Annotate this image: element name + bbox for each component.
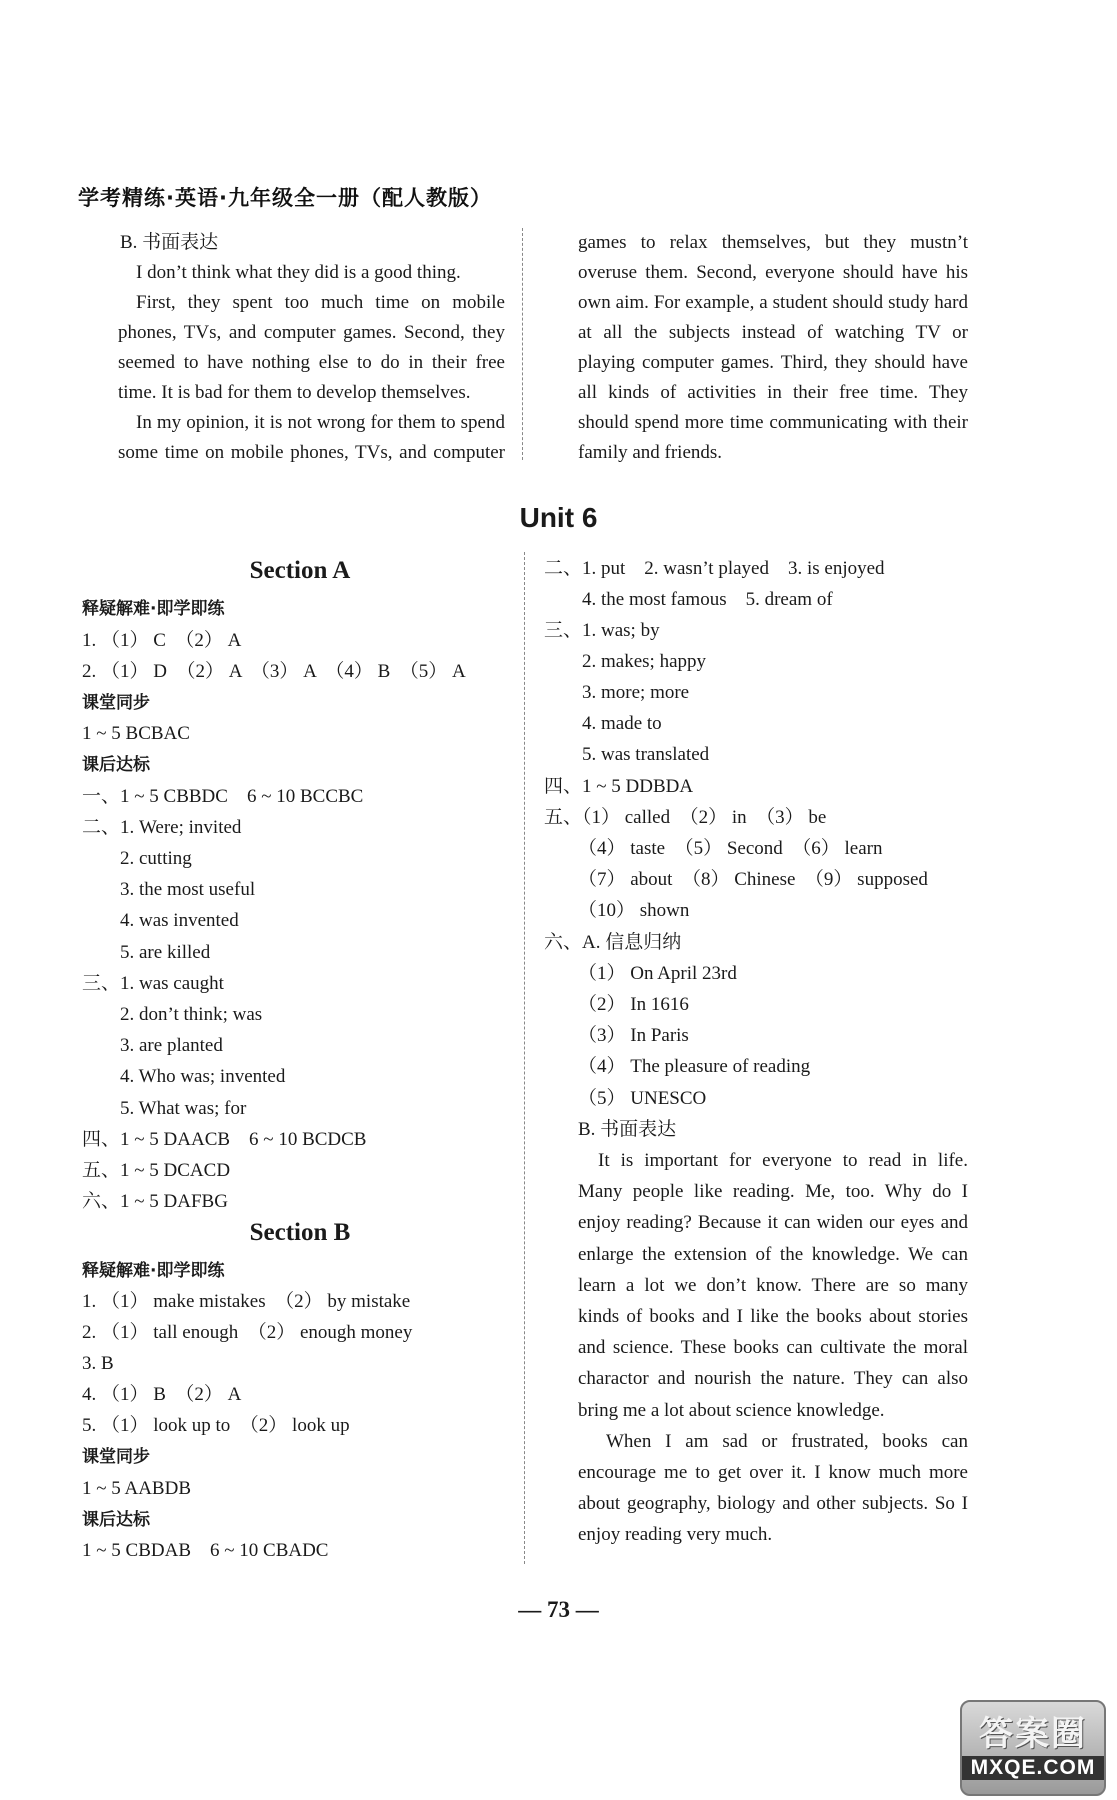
essay-line: In my opinion, it is not wrong for them to spend — [136, 412, 505, 433]
essay-line: enjoy reading? Because it can widen our eyes and — [578, 1212, 968, 1233]
essay-line: bring me a lot about science knowledge. — [578, 1400, 885, 1421]
answer-line: 二、1. put 2. wasn’t played 3. is enjoyed — [544, 558, 885, 579]
answer-line: 5. are killed — [120, 942, 211, 963]
answer-line: 2. don’t think; was — [120, 1004, 263, 1025]
answer-line: 4. （1） B （2） A — [82, 1384, 242, 1405]
subheading: 课堂同步 — [82, 1447, 150, 1467]
answer-line: （2） In 1616 — [578, 994, 689, 1015]
essay-line: learn a lot we don’t know. There are so many — [578, 1275, 968, 1296]
answer-line: 2. cutting — [120, 848, 192, 869]
essay-line: enlarge the extension of the knowledge. We can — [578, 1244, 968, 1265]
answer-line: （7） about （8） Chinese （9） supposed — [578, 869, 928, 890]
answer-line: 1 ~ 5 AABDB — [82, 1478, 191, 1499]
answer-line: 五、（1） called （2） in （3） be — [544, 807, 827, 828]
essay-line: It is important for everyone to read in life. — [598, 1150, 968, 1171]
essay-line: family and friends. — [578, 442, 723, 463]
answer-line: （4） taste （5） Second （6） learn — [578, 838, 883, 859]
answer-line: （1） On April 23rd — [578, 963, 737, 984]
answer-line: （5） UNESCO — [578, 1088, 707, 1109]
answer-line: 2. makes; happy — [582, 651, 707, 672]
page-number: — 73 — — [518, 1597, 599, 1622]
unit-title: Unit 6 — [519, 502, 598, 533]
answer-line: 一、1 ~ 5 CBBDC 6 ~ 10 BCCBC — [82, 786, 364, 807]
answer-line: 1 ~ 5 BCBAC — [82, 723, 190, 744]
answer-line: 3. are planted — [120, 1035, 223, 1056]
answer-line: 4. was invented — [120, 910, 239, 931]
essay-line: encourage me to get over it. I know much more — [578, 1462, 968, 1483]
book-header: 学考精练·英语·九年级全一册（配人教版） — [78, 186, 492, 210]
answer-line: 四、1 ~ 5 DAACB 6 ~ 10 BCDCB — [82, 1129, 367, 1150]
essay-line: phones, TVs, and computer games. Second, they — [118, 322, 505, 343]
essay-line: Many people like reading. Me, too. Why do I — [578, 1181, 968, 1202]
answer-line: 2. （1） D （2） A （3） A （4） B （5） A — [82, 661, 466, 682]
answer-line: 二、1. Were; invited — [82, 817, 242, 838]
section-a-title: Section A — [249, 557, 351, 584]
answer-line: 4. made to — [582, 713, 662, 734]
essay-line: overuse them. Second, everyone should have his — [578, 262, 968, 283]
subheading: 课后达标 — [82, 755, 150, 775]
answer-line: 5. What was; for — [120, 1098, 247, 1119]
answer-line: 3. the most useful — [120, 879, 256, 900]
answer-line: 六、1 ~ 5 DAFBG — [82, 1191, 228, 1212]
answer-line: 1. （1） make mistakes （2） by mistake — [82, 1291, 411, 1312]
subheading: 释疑解难·即学即练 — [82, 1261, 225, 1281]
watermark-url-text: MXQE.COM — [962, 1756, 1104, 1780]
answer-line: 5. （1） look up to （2） look up — [82, 1415, 350, 1436]
essay-line: charactor and nourish the nature. They can also — [578, 1368, 968, 1389]
essay-line: at all the subjects instead of watching TV or — [578, 322, 968, 343]
essay-line: should spend more time communicating with their — [578, 412, 968, 433]
watermark-logo — [960, 1700, 1106, 1796]
essay-line: time. It is bad for them to develop themselves. — [118, 382, 471, 403]
answer-line: 三、1. was; by — [544, 620, 660, 641]
answer-line: 四、1 ~ 5 DDBDA — [544, 776, 694, 797]
column-divider — [524, 552, 525, 1564]
answer-line: 1 ~ 5 CBDAB 6 ~ 10 CBADC — [82, 1540, 329, 1561]
essay-line: own aim. For example, a student should study hard — [578, 292, 968, 313]
answer-line: 3. B — [82, 1353, 114, 1374]
subheading: 课后达标 — [82, 1510, 150, 1530]
answer-line: （4） The pleasure of reading — [578, 1056, 811, 1077]
answer-line: 4. Who was; invented — [120, 1066, 286, 1087]
answer-line: 2. （1） tall enough （2） enough money — [82, 1322, 413, 1343]
essay-line: I don’t think what they did is a good thing. — [136, 262, 461, 283]
section-b-title: Section B — [249, 1219, 351, 1246]
answer-line: 六、A. 信息归纳 — [544, 932, 682, 953]
subheading: 课堂同步 — [82, 693, 150, 713]
essay-line: First, they spent too much time on mobile — [136, 292, 505, 313]
answer-line: （10） shown — [578, 900, 690, 921]
answer-line: 五、1 ~ 5 DCACD — [82, 1160, 231, 1181]
answer-line: 4. the most famous 5. dream of — [582, 589, 833, 610]
essay-line: When I am sad or frustrated, books can — [606, 1431, 968, 1452]
essay-line: about geography, biology and other subjects. So I — [578, 1493, 968, 1514]
answer-line: 1. （1） C （2） A — [82, 630, 242, 651]
subheading: 释疑解难·即学即练 — [82, 599, 225, 619]
essay-line: games to relax themselves, but they mustn’t — [578, 232, 968, 253]
watermark-cn-text: 答案圈 — [979, 1714, 1087, 1754]
answer-line: B. 书面表达 — [578, 1119, 677, 1140]
essay-line: kinds of books and I like the books about stories — [578, 1306, 968, 1327]
essay-line: enjoy reading very much. — [578, 1524, 773, 1545]
essay-line: all kinds of activities in their free time. They — [578, 382, 968, 403]
essay-line: playing computer games. Third, they should have — [578, 352, 968, 373]
answer-line: 3. more; more — [582, 682, 690, 703]
answer-line: （3） In Paris — [578, 1025, 689, 1046]
column-divider — [522, 228, 523, 460]
essay-line: seemed to have nothing else to do in their free — [118, 352, 505, 373]
label-written-expression: B. 书面表达 — [120, 232, 219, 253]
answer-line: 三、1. was caught — [82, 973, 224, 994]
essay-line: some time on mobile phones, TVs, and computer — [118, 442, 505, 463]
answer-line: 5. was translated — [582, 744, 710, 765]
essay-line: and science. These books can cultivate the moral — [578, 1337, 968, 1358]
